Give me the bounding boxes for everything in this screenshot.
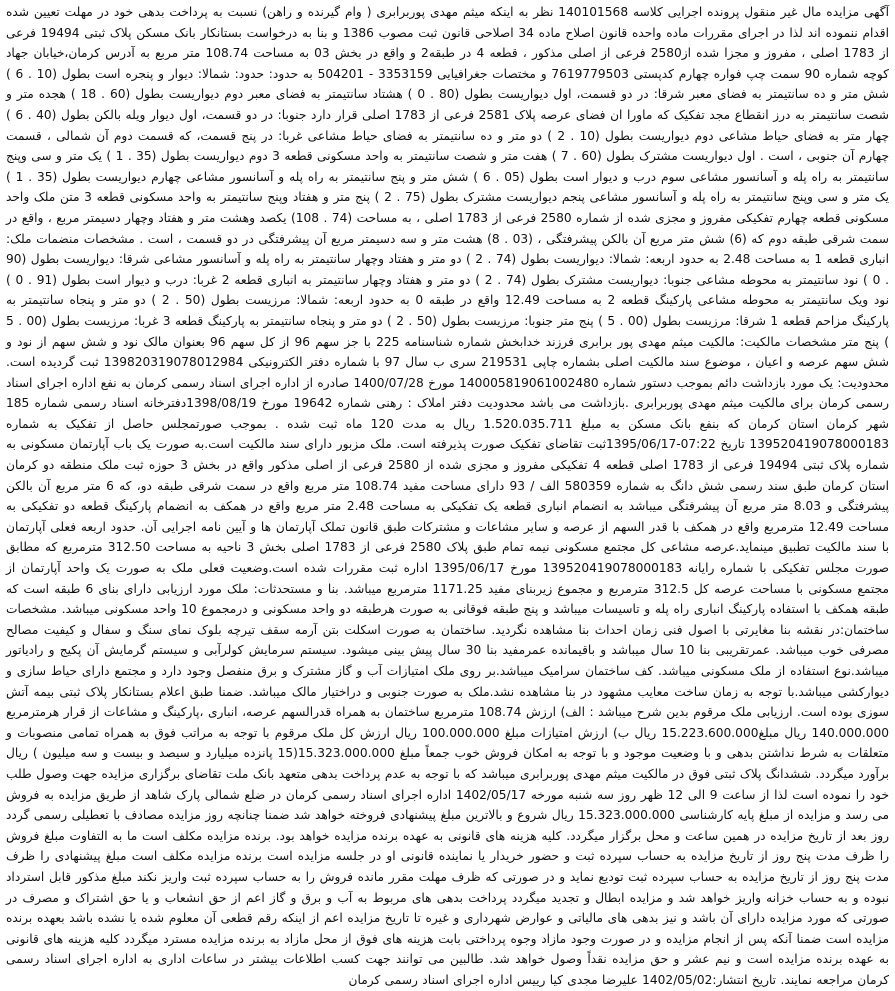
auction-notice-text: آگهی مزایده مال غیر منقول پرونده اجرایی کلاسه 140101568 نظر به اینکه میثم مهدی پوربرابری ( وام گیرنده و راهن) نسبت به پرداخت بدهی خود در مهلت تعیین شده اقدام ننموده اند لذا در اجرای مقررات ماده واحده قانون اصلاح ماده 34 اصلاحی قانون ثبت مصوب 1386 و بنا به درخواست بستانکار بانک مسکن پلاک ثبتی 19494 فرعی از 1783 اصلی ، مفروز و مجزا شده از2580 فرعی از اصلی مذکور ، قطعه 4 در طبقه2 و واقع در بخش 03 به مساحت 108.74 متر مربع به آدرس کرمان،خیابان جهاد کوچه شماره 90 سمت چپ فواره چهارم کدپستی 7619779503 و مختصات جغرافیایی 3353159 - 504201 به حدود: حدود: شمالا: دیوار و پنجره است بطول (10 . 6 ) شش متر و ده سانتیمتر به فضای معبر شرقا: در دو قسمت، اول دیواریست بطول (80 . 0 ) هشتاد سانتیمتر به فضای معبر دوم دیواریست بطول (60 . 18 ) هجده متر و شصت سانتیمتر به درز انقطاع مجد تفکیک که ماورا ان فضای عرصه پلاک 2581 فرعی از 1783 اصلی قرار دارد جنوبا: در دو قسمت، اول دیوار ویله بالکن بطول (40 . 6 ) چهار متر به فضای حیاط مشاعی دوم دیواریست بطول (10 . 2 ) دو متر و ده سانتیمتر به فضای حیاط مشاعی غربا: در پنج قسمت، که قسمت دوم آن شمالی ، قسمت چهارم آن جنوبی ، است . اول دیواریست مشترک بطول (60 . 7 ) هفت متر و شصت سانتیمتر به واحد مسکونی قطعه 3 دوم دیواریست بطول (35 . 1 ) یک متر و سی وپنج سانتیمتر به راه پله و آسانسور مشاعی سوم درب و دیوار است بطول (05 . 6 ) شش متر و پنج سانتیمتر به راه پله و آسانسور مشاعی چهارم دیواریست بطول (35 . 1 ) یک متر و سی وپنج سانتیمتر به راه پله و آسانسور مشاعی پنجم دیواریست مشترک بطول (75 . 2 ) پنج متر و هفتاد وپنج سانتیمتر به واحد مسکونی قطعه 3 متن ملک واحد مسکونی قطعه چهارم تفکیکی مفروز و مجزی شده از شماره 2580 فرعی از 1783 اصلی ، به مساحت (74 . 108) یکصد وهشت متر و هفتاد وچهار دسیمتر مربع ، واقع در سمت شرقی طبقه دوم که (6) شش متر مربع آن بالکن پیشرفتگی ، (03 . 8) هشت متر و سه دسیمتر مربع آن پیشرفتگی در دو قسمت ، است . مشخصات منضمات ملک: انباری قطعه 1 به مساحت 2.48 به حدود اربعه: شمالا: دیواریست بطول (74 . 2 ) دو متر و هفتاد وچهار سانتیمتر به راه پله و آسانسور مشاعی شرقا: دیواریست بطول (90 . 0 ) نود سانتیمتر به محوطه مشاعی جنوبا: دیواریست مشترک بطول (74 . 2 ) دو متر و هفتاد وچهار سانتیمتر به انباری قطعه 2 غربا: درب و دیوار است بطول (91 . 0 ) نود ویک سانتیمتر به محوطه مشاعی پارکینگ قطعه 2 به مساحت 12.49 واقع در طبقه 0 به حدود اربعه: شمالا: مرزیست بطول (50 . 2 ) دو متر و پنجاه سانتیمتر به پارکینگ مزاحم قطعه 1 شرقا: مرزیست بطول (00 . 5 ) پنج متر جنوبا: مرزیست بطول (50 . 2 ) دو متر و پنجاه سانتیمتر به پارکینگ قطعه 3 غربا: مرزیست بطول (00 . 5 ) پنج متر مشخصات مالکیت: مالکیت میثم مهدی پور برابری فرزند خدابخش شماره شناسنامه 225 با جز سهم 96 از کل سهم 96 بعنوان مالک نود و شش سهم از نود و شش سهم عرصه و اعیان ، موضوع سند مالکیت اصلی بشماره چاپی 219531 سری ب سال 97 با شماره دفتر الکترونیکی 139820319078012984 ثبت گردیده است. محدودیت: یک مورد بازداشت دائم بموجب دستور شماره 140005819061002480 مورخ 1400/07/28 صادره از اداره اجرای اسناد رسمی کرمان به نفع اداره اجرای اسناد رسمی کرمان برای مالکیت میثم مهدی پوربرابری .بازداشت می باشد محدودیت دفتر املاک : رهنی شماره 19642 مورخ 1398/08/19دفترخانه اسناد رسمی شماره 185 شهر کرمان استان کرمان که بنفع بانک مسکن به مبلغ 1.520.035.711 ریال به مدت 120 ماه ثبت شده . بموجب صورتمجلس حاصل از تفکیک به شماره 139520419078000183 تاریخ 07:22-1395/06/17ثبت تقاضای تفکیک صورت پذیرفته است. ملک مزبور دارای سند مالکیت است.به صورت یک باب آپارتمان مسکونی به شماره پلاک ثبتی 19494 فرعی از 1783 اصلی قطعه 4 تفکیکی مفروز و مجزی شده از 2580 فرعی از اصلی مذکور واقع در بخش 3 حوزه ثبت ملک منطقه دو کرمان استان کرمان طبق سند رسمی شش دانگ به شماره 580359 الف / 93 دارای مساحت مفید 108.74 متر مربع واقع در سمت شرقی طبقه دو، که 6 متر مربع آن بالکن پیشرفتگی و 8.03 متر مربع آن پیشرفتگی میباشد به انضمام انباری قطعه یک تفکیکی به مساحت 2.48 متر مربع واقع در همکف به انضمام پارکینگ قطعه دو تفکیکی به مساحت 12.49 مترمربع واقع در همکف با قدر السهم از عرصه و سایر مشاعات و مشترکات طبق قانون تملک آپارتمان ها و آیین نامه اجرایی آن. حدود اربعه فعلی آپارتمان با سند مالکیت تطبیق مینماید.عرصه مشاعی کل مجتمع مسکونی نیمه تمام طبق پلاک 2580 فرعی از 1783 اصلی بخش 3 ناحیه به مساحت 312.50 مترمربع که مطابق صورت مجلس تفکیکی با شماره رایانه 139520419078000183 مورخ 1395/06/17 اداره ثبت مقررات شده است.وضعیت فعلی ملک به صورت یک واحد آپارتمان از مجتمع مسکونی با مساحت عرصه کل 312.5 مترمربع و مجموع زیربنای مفید 1171.25 مترمربع میباشد. بنا و مستحدثات: ملک مورد ارزیابی دارای بنای 6 طبقه است که طبقه همکف با استفاده پارکینگ انباری راه پله و تاسیسات میباشد و پنج طبقه فوقانی به صورت هرطبقه دو واحد مسکونی و درمجموع 10 واحد مسکونی میباشد. مشخصات ساختمان:در نقشه بنا مغایرتی با اصول فنی زمان احداث بنا مشاهده نگردید. ساختمان به صورت اسکلت بتن آرمه سقف تیرچه بلوک نمای سنگ و سفال و کیفیت مصالح مصرفی خوب میباشد. عمرتقریبی بنا 10 سال میباشد و باقیمانده عمرمفید بنا 30 سال پیش بینی میشود. سیستم سرمایش کولرآبی و سیستم گرمایش آن پکیج و رادیاتور میباشد.نوع استفاده از ملک مسکونی میباشد. کف ساختمان سرامیک میباشد.بر روی ملک امتیازات آب و گاز مشترک و برق منفصل وجود دارد و مجتمع دارای حیاط سازی و دیوارکشی میباشد.با توجه به زمان ساخت معایب مشهود در بنا مشاهده نشد.ملک به صورت جنوبی و دراختیار مالک میباشد. ضمنا طبق اعلام بستانکار پلاک ثبتی بیمه آتش سوزی بوده است. ارزیابی ملک مرقوم بدین شرح میباشد : الف) ارزش 108.74 مترمربع ساختمان به همراه قدرالسهم عرصه، انباری ،پارکینگ و مشاعات از قرار هرمترمربع 140.000.000 ریال مبلغ15.223.600.000 ریال ب) ارزش امتیازات مبلغ 100.000.000 ریال ارزش کل ملک مرقوم با توجه به مراتب فوق به همراه تمامی منصوبات و متعلقات به شرط نداشتن بدهی و با وضعیت موجود و با توجه به امکان فروش خوب جمعاً مبلغ 15.323.000.000(15 پانزده میلیارد و سیصد و بیست و سه میلیون ) ریال برآورد میگردد. ششدانگ پلاک ثبتی فوق در مالکیت میثم مهدی پوربرابری میباشد که با توجه به عدم پرداخت بدهی متعهد بانک ملت تقاضای برگزاری مزایده جهت وصول طلب خود را نموده است لذا از ساعت 9 الی 12 ظهر روز سه شنبه مورخه 1402/05/17 اداره اجرای اسناد رسمی کرمان در ضلع شمالی پارک شاهد از طریق مزایده به فروش می رسد و مزایده از مبلغ پایه کارشناسی 15.323.000.000 ریال شروع و بالاترین مبلغ پیشنهادی فروخته خواهد شد ضمنا چنانچه روز مزایده مصادف با تعطیلی رسمی گردد روز بعد از تاریخ مزایده در همین ساعت و محل برگزار میگردد. کلیه هزینه های قانونی به عهده برنده مزایده خواهد بود. برنده مزایده مکلف است ما به التفاوت مبلغ فروش را ظرف مدت پنج روز از تاریخ مزایده به حساب سپرده ثبت و حضور خریدار یا نماینده قانونی او در جلسه مزایده است برنده مزایده مکلف است مبلغ پیشنهادی را ظرف مدت پنج روز از تاریخ مزایده به حساب سپرده ثبت تودیع نماید و در صورتی که ظرف مهلت مقرر مانده فروش را به حساب سپرده ثبت واریز نکند مبلغ مذکور قابل استرداد نبوده و به حساب خزانه واریز خواهد شد و مزایده ابطال و تجدید میگردد پرداخت بدهی های مربوط به آب و برق و گاز اعم از حق انشعاب و یا حق اشتراک و مصرف در صورتی که مورد مزایده دارای آن باشد و نیز بدهی های مالیاتی و عوارض شهرداری و غیره تا تاریخ مزایده اعم از اینکه رقم قطعی آن معلوم شده یا نشده باشد بعهده برنده مزایده است ضمنا آنکه پس از انجام مزایده و در صورت وجود مازاد وجوه پرداختی بابت هزینه های فوق از محل مازاد به برنده مزایده مسترد میگردد کلیه هزینه های قانونی به عهده برنده مزایده است و نیم عشر و حق مزایده نقداً وصول خواهد شد. طالبین می توانند جهت کسب اطلاعات بیشتر در ساعات اداری به اداره اجرای اسناد رسمی کرمان مراجعه نمایند. تاریخ انتشار:1402/05/02 علیرضا مجدی کیا رییس اداره اجرای اسناد رسمی کرمان	[6, 5, 890, 987]
